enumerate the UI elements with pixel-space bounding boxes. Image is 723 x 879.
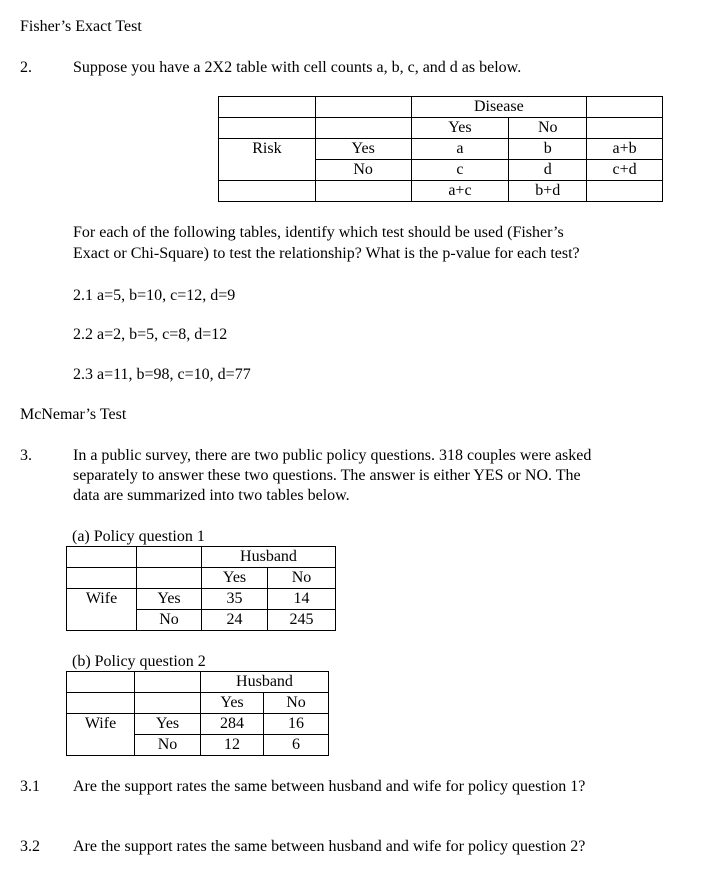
cell-bd: b+d <box>509 181 587 202</box>
sub-question-3-2: Are the support rates the same between husband and wife for policy question 2? <box>73 838 586 855</box>
row-no: No <box>135 735 201 756</box>
cell-ab: a+b <box>587 139 663 160</box>
cell: 6 <box>264 735 329 756</box>
header-husband: Husband <box>202 547 336 568</box>
col-no: No <box>268 568 336 589</box>
row-yes: Yes <box>135 714 201 735</box>
item-2-2: 2.2 a=2, b=5, c=8, d=12 <box>73 326 228 343</box>
row-yes: Yes <box>137 589 202 610</box>
row-group-risk: Risk <box>219 139 316 181</box>
col-no: No <box>264 693 329 714</box>
question-text: separately to answer these two questions. The answer is either YES or NO. The <box>73 467 581 484</box>
cell: 24 <box>202 610 268 631</box>
col-yes: Yes <box>201 693 264 714</box>
header-husband: Husband <box>201 672 329 693</box>
item-2-3: 2.3 a=11, b=98, c=10, d=77 <box>73 366 251 383</box>
item-2-1: 2.1 a=5, b=10, c=12, d=9 <box>73 287 236 304</box>
question-text: In a public survey, there are two public policy questions. 318 couples were asked <box>73 447 592 464</box>
row-group-wife: Wife <box>67 589 137 631</box>
sub-number: 3.2 <box>20 838 40 855</box>
question-number: 2. <box>20 59 32 76</box>
col-yes: Yes <box>411 118 509 139</box>
header-disease: Disease <box>411 97 587 118</box>
instructions: For each of the following tables, identify which test should be used (Fisher’s <box>73 224 564 241</box>
cell-b: b <box>509 139 587 160</box>
sub-number: 3.1 <box>20 778 40 795</box>
cell: 14 <box>268 589 336 610</box>
cell-ac: a+c <box>411 181 509 202</box>
cell-d: d <box>509 160 587 181</box>
table-policy-1 <box>66 546 336 631</box>
row-group-wife: Wife <box>67 714 135 756</box>
cell-c: c <box>411 160 509 181</box>
row-no: No <box>315 160 411 181</box>
table-policy-2 <box>66 671 329 756</box>
section-title-mcnemar: McNemar’s Test <box>20 406 127 423</box>
cell: 284 <box>201 714 264 735</box>
contingency-table-template <box>218 96 663 202</box>
section-title-fisher: Fisher’s Exact Test <box>20 18 142 35</box>
row-yes: Yes <box>315 139 411 160</box>
table-b-caption: (b) Policy question 2 <box>72 653 206 670</box>
cell: 245 <box>268 610 336 631</box>
cell-a: a <box>411 139 509 160</box>
sub-question-3-1: Are the support rates the same between husband and wife for policy question 1? <box>73 778 586 795</box>
row-no: No <box>137 610 202 631</box>
cell-cd: c+d <box>587 160 663 181</box>
question-text: data are summarized into two tables below. <box>73 487 350 504</box>
col-yes: Yes <box>202 568 268 589</box>
cell: 16 <box>264 714 329 735</box>
table-a-caption: (a) Policy question 1 <box>72 528 205 545</box>
question-number: 3. <box>20 447 32 464</box>
cell: 12 <box>201 735 264 756</box>
instructions: Exact or Chi-Square) to test the relationship? What is the p-value for each test? <box>73 245 580 262</box>
question-text: Suppose you have a 2X2 table with cell counts a, b, c, and d as below. <box>73 59 522 76</box>
cell: 35 <box>202 589 268 610</box>
col-no: No <box>509 118 587 139</box>
